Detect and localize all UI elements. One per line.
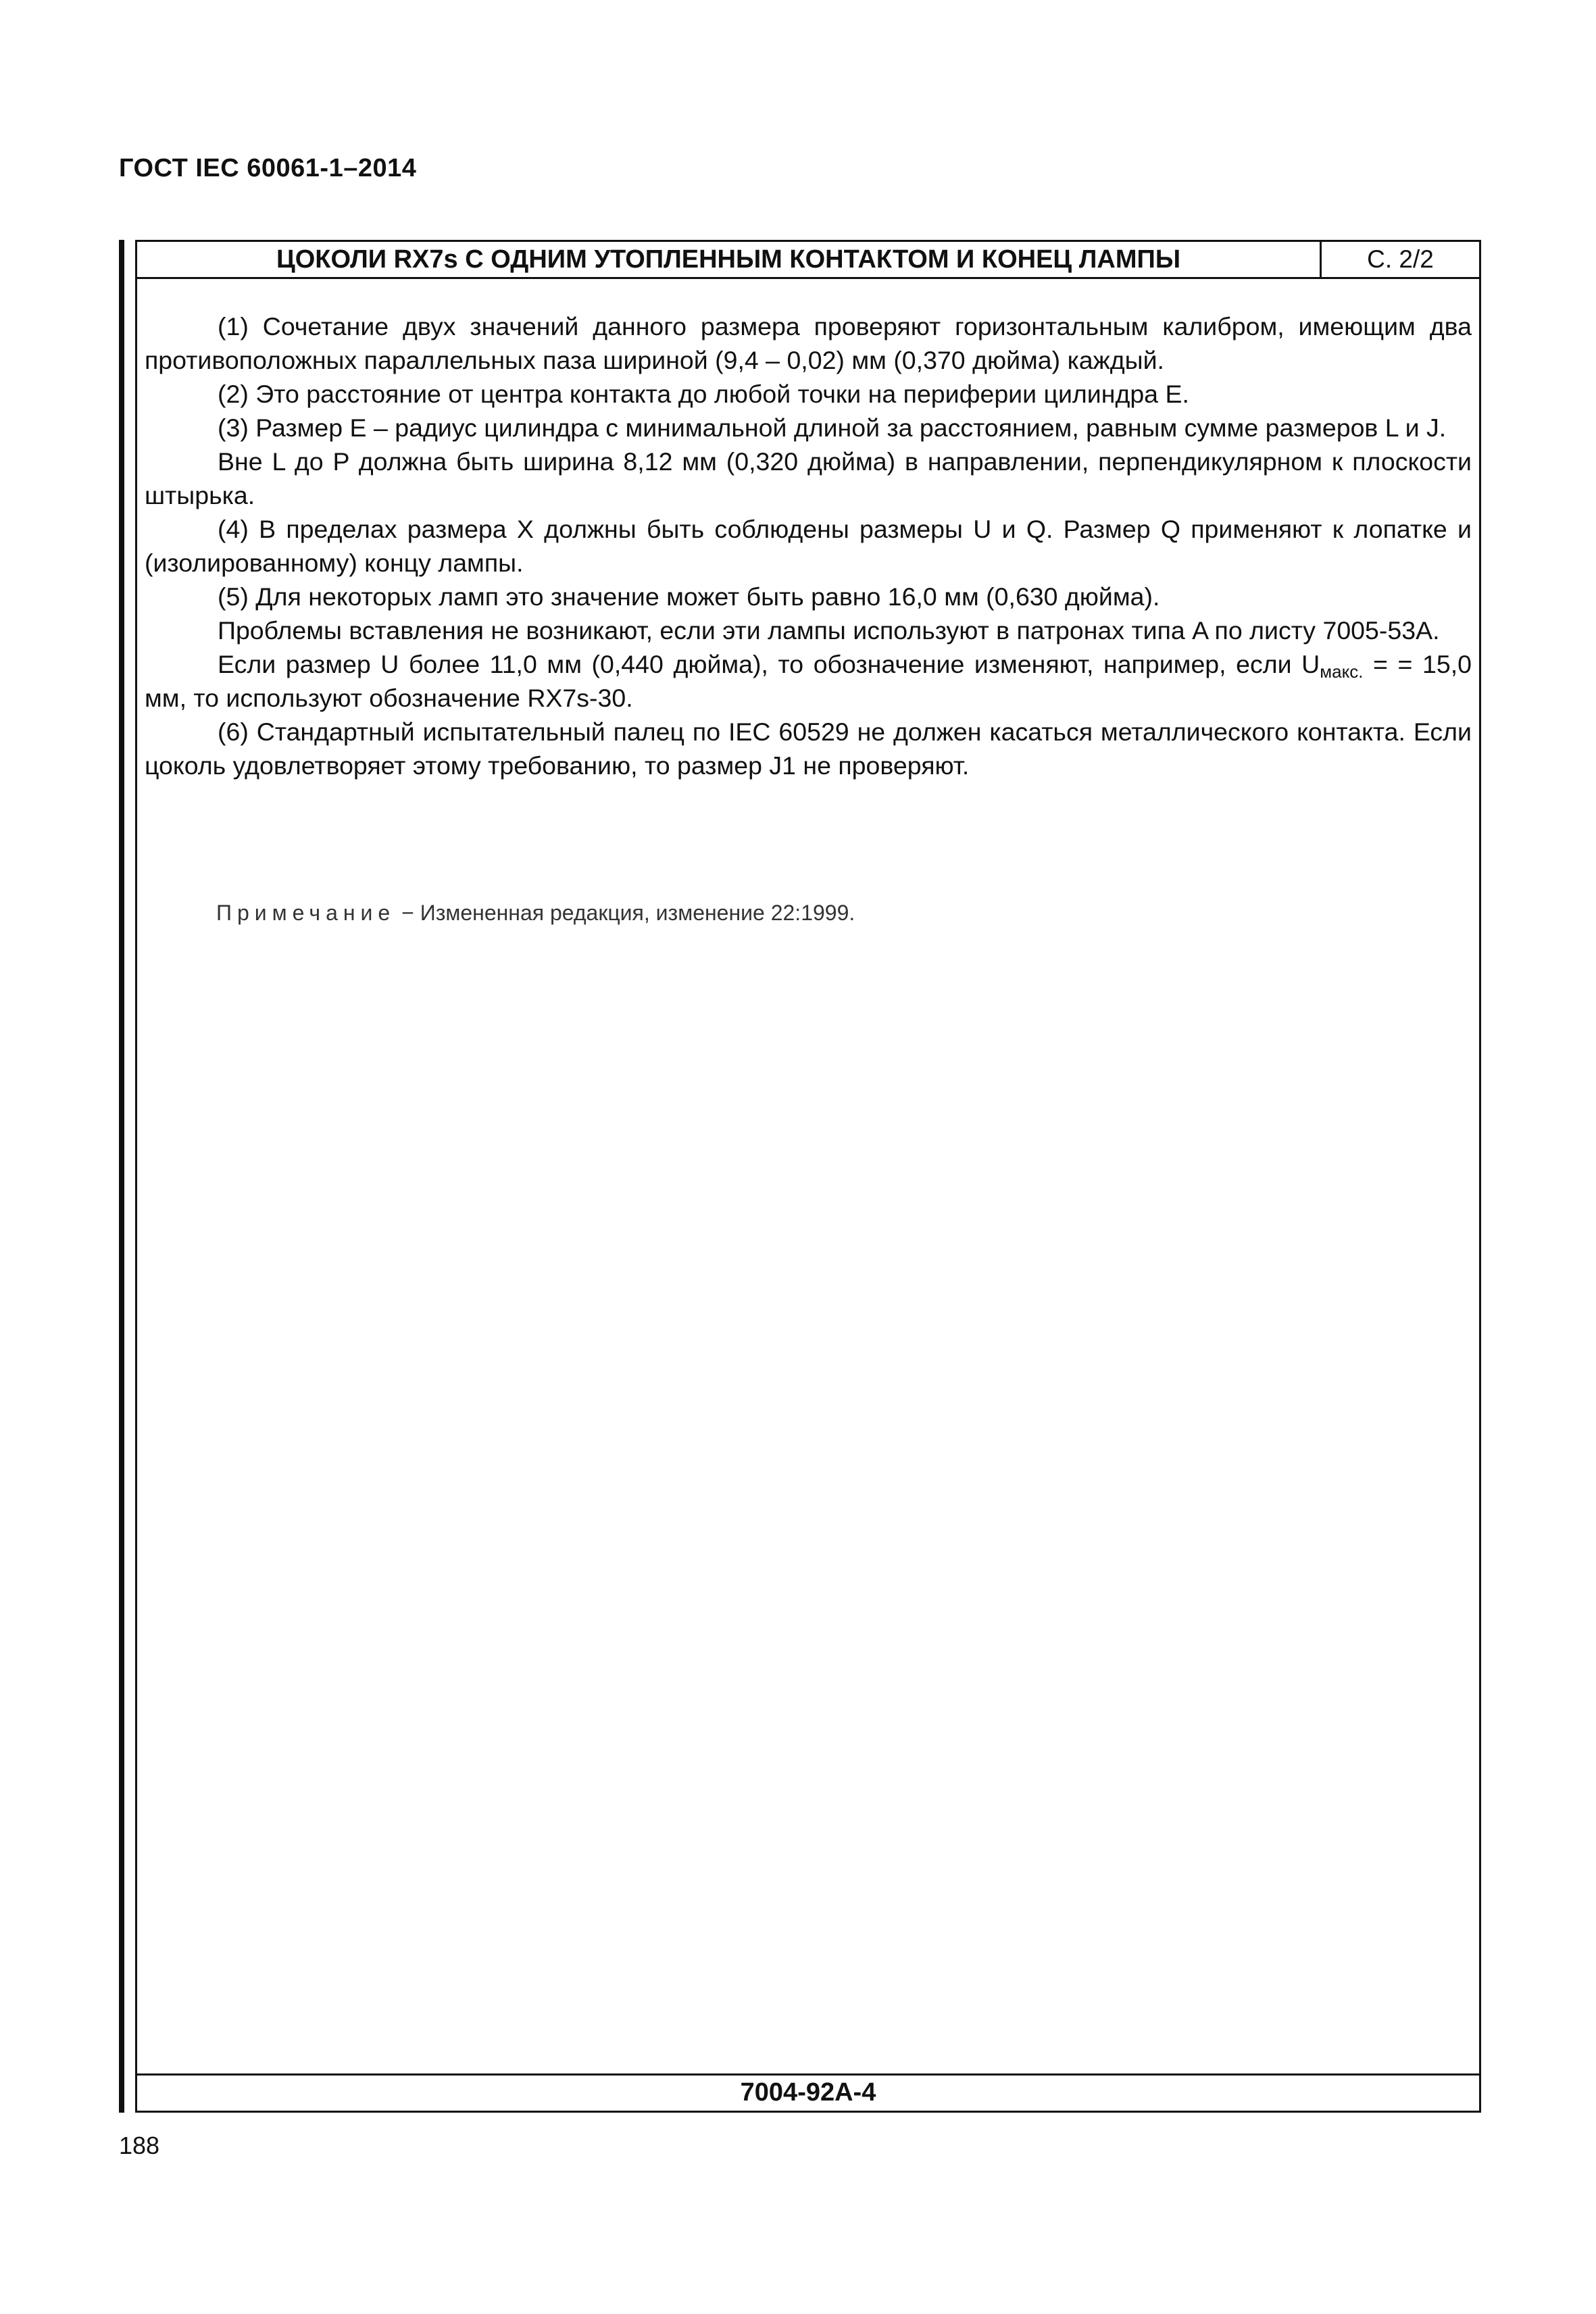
sheet-code: 7004-92A-4 — [137, 2073, 1479, 2111]
document-header: ГОСТ IEC 60061-1–2014 — [119, 154, 417, 182]
u-text-before: Если размер U более 11,0 мм (0,440 дюйма), то обозначение изменяют, например, если U — [218, 650, 1320, 678]
sheet-number: С. 2/2 — [1367, 245, 1434, 273]
paragraph: (3) Размер E – радиус цилиндра с минимальной длиной за расстоянием, равным сумме размеров L и J. — [218, 413, 1447, 442]
note-label: Примечание — [216, 901, 396, 925]
paragraph-u-designation — [145, 647, 1472, 715]
paragraph: Вне L до P должна быть ширина 8,12 мм (0,320 дюйма) в направлении, перпендикулярном к плоскости штырька. — [145, 447, 1472, 509]
paragraph: (1) Сочетание двух значений данного размера проверяют горизонтальным калибром, имеющим два противоположных параллельных паза шириной (9,4 – 0,02) мм (0,370 дюйма) каждый. — [145, 312, 1472, 374]
paragraph: Проблемы вставления не возникают, если эти лампы используют в патронах типа A по листу 7005-53A. — [218, 616, 1440, 645]
note-text: − Измененная редакция, изменение 22:1999. — [395, 901, 855, 925]
note — [216, 901, 855, 926]
sheet-title: ЦОКОЛИ RX7s С ОДНИМ УТОПЛЕННЫМ КОНТАКТОМ И КОНЕЦ ЛАМПЫ — [276, 245, 1181, 274]
u-text-after: = = 15,0 мм, то используют обозначение RX7s-30. — [145, 650, 1472, 712]
u-subscript: макс. — [1320, 661, 1364, 682]
paragraph: (2) Это расстояние от центра контакта до любой точки на периферии цилиндра E. — [218, 380, 1189, 408]
sheet-frame — [135, 240, 1481, 2113]
paragraph: (4) В пределах размера X должны быть соблюдены размеры U и Q. Размер Q применяют к лопатке и (изолированному) концу лампы. — [145, 515, 1472, 577]
body-text — [145, 309, 1472, 782]
page-number: 188 — [119, 2132, 160, 2159]
paragraph: (6) Стандартный испытательный палец по IEC 60529 не должен касаться металлического контакта. Если цоколь удовлетворяет этому требованию, то размер J1 не проверяют. — [145, 718, 1472, 780]
paragraph: (5) Для некоторых ламп это значение может быть равно 16,0 мм (0,630 дюйма). — [218, 582, 1160, 611]
title-row — [137, 242, 1479, 279]
change-bar — [119, 240, 124, 2113]
